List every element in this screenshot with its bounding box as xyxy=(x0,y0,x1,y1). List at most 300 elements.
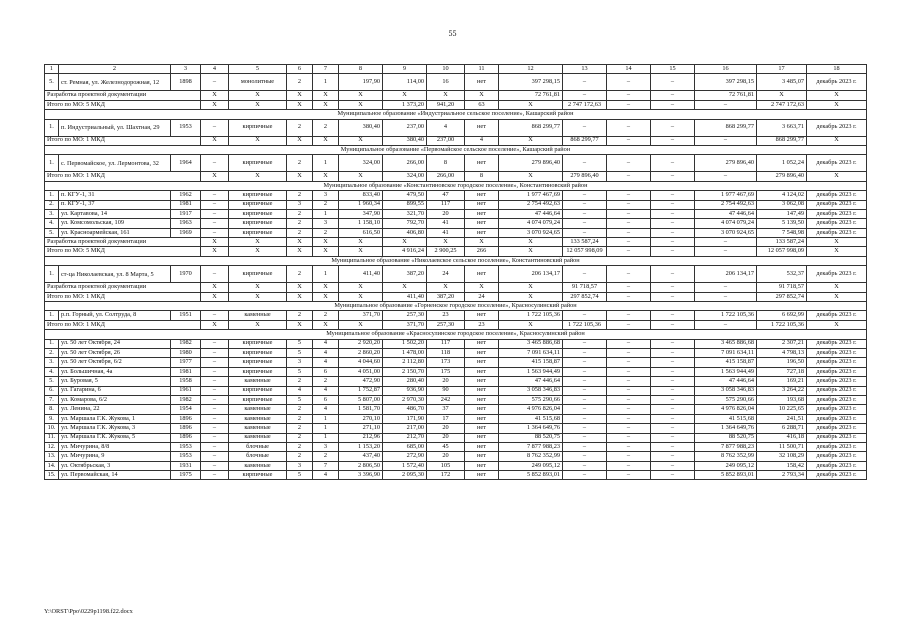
summary-cell: 23 xyxy=(465,320,499,329)
summary-cell: X xyxy=(287,238,313,247)
data-cell: 6 692,99 xyxy=(757,311,807,320)
data-cell: 416,18 xyxy=(757,433,807,442)
summary-cell: – xyxy=(607,136,651,145)
data-cell: 2 xyxy=(287,405,313,414)
data-cell: 1 052,24 xyxy=(757,155,807,172)
summary-cell: 380,40 xyxy=(383,136,427,145)
data-cell: 2 860,20 xyxy=(339,348,383,357)
data-cell: декабрь 2023 г. xyxy=(807,311,867,320)
data-cell: – xyxy=(651,266,695,283)
data-cell: нет xyxy=(465,74,499,91)
data-cell: декабрь 2023 г. xyxy=(807,395,867,404)
summary-cell: – xyxy=(651,136,695,145)
data-cell: 2 920,20 xyxy=(339,339,383,348)
summary-cell: 4 xyxy=(465,136,499,145)
data-cell: 437,40 xyxy=(339,452,383,461)
data-cell: 212,70 xyxy=(383,433,427,442)
data-cell: 1 153,20 xyxy=(339,442,383,451)
summary-cell: X xyxy=(339,136,383,145)
data-cell: нет xyxy=(465,405,499,414)
summary-cell: X xyxy=(807,136,867,145)
data-cell: 1962 xyxy=(171,191,201,200)
data-cell: 41 515,68 xyxy=(695,414,757,423)
data-cell: 5 807,00 xyxy=(339,395,383,404)
data-cell: кирпичные xyxy=(229,209,287,218)
data-cell: – xyxy=(201,414,229,423)
summary-label: Разработка проектной документации xyxy=(45,91,201,100)
summary-cell: X xyxy=(229,320,287,329)
summary-cell: X xyxy=(465,283,499,292)
summary-cell: 297 852,74 xyxy=(757,292,807,301)
data-cell: 3 264,22 xyxy=(757,386,807,395)
summary-cell: – xyxy=(695,292,757,301)
data-cell: декабрь 2023 г. xyxy=(807,219,867,228)
data-cell: нет xyxy=(465,433,499,442)
summary-cell: – xyxy=(695,283,757,292)
municipality-header-row xyxy=(45,110,867,119)
data-cell: 23 xyxy=(427,311,465,320)
data-cell: 280,40 xyxy=(383,377,427,386)
data-cell: 5. xyxy=(45,228,59,237)
data-cell: 2 307,21 xyxy=(757,339,807,348)
data-cell: 1 478,00 xyxy=(383,348,427,357)
column-number-cell: 12 xyxy=(499,65,563,74)
address-cell: ул. Ленина, 22 xyxy=(59,405,171,414)
data-cell: 7 xyxy=(313,461,339,470)
data-cell: 1931 xyxy=(171,461,201,470)
data-cell: 8 xyxy=(427,155,465,172)
data-cell: 2 793,34 xyxy=(757,471,807,480)
data-cell: – xyxy=(607,433,651,442)
data-cell: 1964 xyxy=(171,155,201,172)
data-cell: 11. xyxy=(45,433,59,442)
data-cell: 5 xyxy=(287,395,313,404)
data-cell: – xyxy=(201,433,229,442)
data-cell: 212,96 xyxy=(339,433,383,442)
data-cell: каменные xyxy=(229,405,287,414)
building-row xyxy=(45,311,867,320)
summary-cell: X xyxy=(499,100,563,109)
data-cell: 727,18 xyxy=(757,367,807,376)
data-cell: 371,70 xyxy=(339,311,383,320)
data-cell: 5 xyxy=(287,348,313,357)
data-cell: 4 976 826,04 xyxy=(499,405,563,414)
data-cell: – xyxy=(651,358,695,367)
municipality-title: Муниципальное образование «Индустриальное сельское поселение», Кашарский район xyxy=(45,110,867,119)
municipality-header-row xyxy=(45,256,867,265)
data-cell: 41 515,68 xyxy=(499,414,563,423)
data-cell: кирпичные xyxy=(229,348,287,357)
summary-cell: – xyxy=(695,172,757,181)
data-cell: декабрь 2023 г. xyxy=(807,209,867,218)
municipality-title: Муниципальное образование «Николаевское сельское поселение», Константиновский район xyxy=(45,256,867,265)
summary-cell: X xyxy=(313,247,339,256)
data-cell: декабрь 2023 г. xyxy=(807,424,867,433)
data-cell: 3 070 924,65 xyxy=(499,228,563,237)
data-cell: 249 095,12 xyxy=(499,461,563,470)
summary-cell: – xyxy=(695,136,757,145)
summary-cell: – xyxy=(651,247,695,256)
data-cell: 936,90 xyxy=(383,386,427,395)
data-cell: нет xyxy=(465,228,499,237)
data-cell: 2 xyxy=(287,119,313,136)
summary-cell: 1 722 105,36 xyxy=(563,320,607,329)
data-cell: – xyxy=(201,119,229,136)
summary-cell: 8 xyxy=(465,172,499,181)
data-cell: 415 158,87 xyxy=(499,358,563,367)
data-cell: 1969 xyxy=(171,228,201,237)
data-cell: – xyxy=(607,424,651,433)
summary-cell: 91 718,57 xyxy=(563,283,607,292)
data-cell: – xyxy=(651,348,695,357)
column-number-cell: 1 xyxy=(45,65,59,74)
data-cell: 237,00 xyxy=(383,119,427,136)
data-cell: 4 798,13 xyxy=(757,348,807,357)
data-cell: 479,50 xyxy=(383,191,427,200)
data-cell: – xyxy=(201,191,229,200)
summary-label: Итого по МО: 1 МКД xyxy=(45,320,201,329)
data-cell: 2 xyxy=(313,200,339,209)
municipality-header-row xyxy=(45,181,867,190)
column-number-cell: 14 xyxy=(607,65,651,74)
address-cell: с. Первомайское, ул. Лермонтова, 32 xyxy=(59,155,171,172)
data-cell: декабрь 2023 г. xyxy=(807,414,867,423)
data-cell: 4 051,00 xyxy=(339,367,383,376)
data-cell: монолитные xyxy=(229,74,287,91)
data-cell: 1917 xyxy=(171,209,201,218)
data-cell: 3 xyxy=(313,219,339,228)
data-cell: 8 762 352,99 xyxy=(499,452,563,461)
data-cell: 3 xyxy=(287,200,313,209)
data-cell: 4. xyxy=(45,219,59,228)
data-cell: – xyxy=(607,367,651,376)
data-cell: кирпичные xyxy=(229,228,287,237)
data-cell: нет xyxy=(465,155,499,172)
municipality-header-row xyxy=(45,145,867,154)
summary-cell: 1 722 105,36 xyxy=(757,320,807,329)
data-cell: – xyxy=(607,405,651,414)
data-cell: – xyxy=(651,405,695,414)
data-cell: 197,90 xyxy=(339,74,383,91)
summary-cell: X xyxy=(339,100,383,109)
summary-cell: X xyxy=(807,320,867,329)
summary-cell: X xyxy=(201,283,229,292)
data-cell: – xyxy=(563,386,607,395)
data-cell: 41 xyxy=(427,219,465,228)
summary-cell: X xyxy=(427,283,465,292)
data-cell: – xyxy=(607,209,651,218)
summary-cell: 279 896,40 xyxy=(757,172,807,181)
data-cell: 1 xyxy=(313,266,339,283)
data-cell: – xyxy=(607,119,651,136)
data-cell: кирпичные xyxy=(229,119,287,136)
data-cell: 1 xyxy=(313,74,339,91)
data-cell: нет xyxy=(465,377,499,386)
building-row xyxy=(45,395,867,404)
data-cell: 1 960,34 xyxy=(339,200,383,209)
data-cell: 575 290,66 xyxy=(695,395,757,404)
summary-cell: X xyxy=(313,320,339,329)
data-cell: – xyxy=(201,386,229,395)
data-cell: блочные xyxy=(229,442,287,451)
data-cell: – xyxy=(607,339,651,348)
data-cell: 5 852 893,01 xyxy=(695,471,757,480)
building-row xyxy=(45,119,867,136)
data-cell: 1981 xyxy=(171,367,201,376)
data-cell: 7. xyxy=(45,395,59,404)
data-cell: 24 xyxy=(427,266,465,283)
data-cell: каменные xyxy=(229,414,287,423)
data-cell: – xyxy=(607,219,651,228)
data-cell: 486,70 xyxy=(383,405,427,414)
column-number-cell: 6 xyxy=(287,65,313,74)
summary-cell: X xyxy=(287,283,313,292)
housing-repair-table xyxy=(44,64,867,480)
address-cell: ст-ца Николаевская, ул. 8 Марта, 5 xyxy=(59,266,171,283)
data-cell: – xyxy=(563,311,607,320)
data-cell: 2 754 492,63 xyxy=(695,200,757,209)
address-cell: ул. 50 лет Октября, 24 xyxy=(59,339,171,348)
data-cell: – xyxy=(563,405,607,414)
data-cell: нет xyxy=(465,367,499,376)
column-number-cell: 5 xyxy=(229,65,287,74)
data-cell: 347,90 xyxy=(339,209,383,218)
building-row xyxy=(45,266,867,283)
column-number-cell: 16 xyxy=(695,65,757,74)
data-cell: 1. xyxy=(45,191,59,200)
building-row xyxy=(45,414,867,423)
data-cell: 206 134,17 xyxy=(499,266,563,283)
data-cell: 6 xyxy=(313,395,339,404)
data-cell: 173 xyxy=(427,358,465,367)
data-cell: 271,10 xyxy=(339,424,383,433)
data-cell: – xyxy=(651,471,695,480)
data-cell: 3 396,90 xyxy=(339,471,383,480)
data-cell: 472,90 xyxy=(339,377,383,386)
data-cell: 2 xyxy=(287,377,313,386)
data-cell: – xyxy=(651,209,695,218)
data-cell: – xyxy=(563,200,607,209)
summary-cell: – xyxy=(607,91,651,100)
data-cell: – xyxy=(563,471,607,480)
data-cell: 7 548,98 xyxy=(757,228,807,237)
data-cell: – xyxy=(563,433,607,442)
data-cell: 1898 xyxy=(171,74,201,91)
summary-cell: X xyxy=(499,172,563,181)
data-cell: 217,00 xyxy=(383,424,427,433)
data-cell: 2 xyxy=(287,191,313,200)
summary-cell: X xyxy=(229,136,287,145)
data-cell: – xyxy=(607,471,651,480)
data-cell: 4 xyxy=(313,348,339,357)
data-cell: 2 xyxy=(287,452,313,461)
summary-cell: X xyxy=(807,100,867,109)
summary-cell: 72 761,81 xyxy=(499,91,563,100)
data-cell: 47 446,64 xyxy=(695,209,757,218)
table-body xyxy=(45,65,867,480)
data-cell: 3 058 346,83 xyxy=(499,386,563,395)
data-cell: – xyxy=(651,386,695,395)
data-cell: нет xyxy=(465,219,499,228)
summary-cell: X xyxy=(229,100,287,109)
summary-row xyxy=(45,91,867,100)
address-cell: ул. Мичурина, 9 xyxy=(59,452,171,461)
summary-cell: 266,00 xyxy=(427,172,465,181)
data-cell: 1961 xyxy=(171,386,201,395)
summary-cell: X xyxy=(229,172,287,181)
summary-cell: X xyxy=(287,292,313,301)
column-number-cell: 13 xyxy=(563,65,607,74)
data-cell: каменные xyxy=(229,433,287,442)
data-cell: декабрь 2023 г. xyxy=(807,377,867,386)
data-cell: 5 139,50 xyxy=(757,219,807,228)
data-cell: нет xyxy=(465,358,499,367)
data-cell: 2 xyxy=(287,228,313,237)
data-cell: 1958 xyxy=(171,377,201,386)
data-cell: 3 485,07 xyxy=(757,74,807,91)
data-cell: 1 xyxy=(313,424,339,433)
address-cell: п. КГУ-1, 37 xyxy=(59,200,171,209)
data-cell: 1 xyxy=(313,155,339,172)
summary-cell: 237,00 xyxy=(427,136,465,145)
data-cell: кирпичные xyxy=(229,219,287,228)
data-cell: 270,10 xyxy=(339,414,383,423)
building-row xyxy=(45,377,867,386)
page-number: 55 xyxy=(448,29,457,38)
data-cell: 5. xyxy=(45,74,59,91)
address-cell: р.п. Горный, ул. Солтруда, 8 xyxy=(59,311,171,320)
summary-cell: X xyxy=(229,292,287,301)
building-row xyxy=(45,461,867,470)
data-cell: – xyxy=(651,74,695,91)
summary-cell: 12 057 998,09 xyxy=(563,247,607,256)
data-cell: 47 xyxy=(427,191,465,200)
data-cell: – xyxy=(563,348,607,357)
data-cell: – xyxy=(607,452,651,461)
summary-label: Итого по МО: 5 МКД xyxy=(45,247,201,256)
summary-cell: – xyxy=(563,91,607,100)
address-cell: ул. Маршала Г.К. Жукова, 1 xyxy=(59,414,171,423)
municipality-title: Муниципальное образование «Первомайское сельское поселение», Кашарский район xyxy=(45,145,867,154)
data-cell: кирпичные xyxy=(229,200,287,209)
data-cell: 1. xyxy=(45,119,59,136)
data-cell: – xyxy=(201,405,229,414)
data-cell: декабрь 2023 г. xyxy=(807,358,867,367)
data-cell: 397 298,15 xyxy=(695,74,757,91)
data-cell: 1982 xyxy=(171,395,201,404)
summary-cell: 297 852,74 xyxy=(563,292,607,301)
data-cell: 241,51 xyxy=(757,414,807,423)
data-cell: – xyxy=(563,191,607,200)
data-cell: 4 074 079,24 xyxy=(695,219,757,228)
summary-row xyxy=(45,247,867,256)
data-cell: – xyxy=(607,386,651,395)
data-cell: – xyxy=(201,358,229,367)
building-row xyxy=(45,339,867,348)
data-cell: декабрь 2023 г. xyxy=(807,228,867,237)
data-cell: 2 xyxy=(313,377,339,386)
data-cell: – xyxy=(563,461,607,470)
column-number-cell: 4 xyxy=(201,65,229,74)
data-cell: 47 446,64 xyxy=(499,377,563,386)
summary-cell: X xyxy=(499,136,563,145)
summary-label: Разработка проектной документации xyxy=(45,238,201,247)
data-cell: 2 xyxy=(287,311,313,320)
data-cell: кирпичные xyxy=(229,367,287,376)
data-cell: – xyxy=(563,452,607,461)
summary-cell: X xyxy=(383,238,427,247)
data-cell: 206 134,17 xyxy=(695,266,757,283)
data-cell: нет xyxy=(465,339,499,348)
data-cell: декабрь 2023 г. xyxy=(807,191,867,200)
data-cell: 3 465 886,68 xyxy=(499,339,563,348)
summary-cell: X xyxy=(499,320,563,329)
summary-cell: 941,20 xyxy=(427,100,465,109)
data-cell: 1 563 944,49 xyxy=(695,367,757,376)
data-cell: – xyxy=(651,191,695,200)
data-cell: декабрь 2023 г. xyxy=(807,367,867,376)
data-cell: 2 xyxy=(287,219,313,228)
data-cell: – xyxy=(651,377,695,386)
data-cell: 3 xyxy=(313,191,339,200)
data-cell: – xyxy=(607,348,651,357)
summary-cell: X xyxy=(757,91,807,100)
data-cell: 117 xyxy=(427,339,465,348)
data-cell: 387,20 xyxy=(383,266,427,283)
summary-cell: X xyxy=(287,247,313,256)
building-row xyxy=(45,74,867,91)
summary-cell: X xyxy=(807,247,867,256)
column-number-cell: 7 xyxy=(313,65,339,74)
summary-cell: X xyxy=(229,283,287,292)
data-cell: 3 xyxy=(287,461,313,470)
summary-cell: – xyxy=(607,320,651,329)
data-cell: 4 044,60 xyxy=(339,358,383,367)
data-cell: – xyxy=(607,266,651,283)
address-cell: ул. Маршала Г.К. Жукова, 5 xyxy=(59,433,171,442)
summary-cell: – xyxy=(651,100,695,109)
summary-cell: X xyxy=(499,238,563,247)
address-cell: ул. Гагарина, 6 xyxy=(59,386,171,395)
address-cell: ул. Первомайская, 14 xyxy=(59,471,171,480)
data-cell: 2. xyxy=(45,348,59,357)
data-cell: 47 446,64 xyxy=(695,377,757,386)
data-cell: 1970 xyxy=(171,266,201,283)
building-row xyxy=(45,228,867,237)
data-cell: 833,40 xyxy=(339,191,383,200)
data-cell: – xyxy=(563,119,607,136)
data-cell: 3 070 924,65 xyxy=(695,228,757,237)
data-cell: 1980 xyxy=(171,348,201,357)
data-cell: 1 502,20 xyxy=(383,339,427,348)
data-cell: 15. xyxy=(45,471,59,480)
data-cell: 3 xyxy=(287,358,313,367)
summary-cell: 279 896,40 xyxy=(563,172,607,181)
data-cell: 3. xyxy=(45,358,59,367)
data-cell: декабрь 2023 г. xyxy=(807,74,867,91)
address-cell: ул. Буровая, 5 xyxy=(59,377,171,386)
summary-cell: 266 xyxy=(465,247,499,256)
data-cell: 2 xyxy=(313,228,339,237)
summary-row xyxy=(45,292,867,301)
summary-label: Разработка проектной документации xyxy=(45,283,201,292)
data-cell: – xyxy=(201,471,229,480)
summary-cell: 2 747 172,63 xyxy=(563,100,607,109)
data-cell: 532,37 xyxy=(757,266,807,283)
data-cell: – xyxy=(201,395,229,404)
summary-cell: X xyxy=(229,238,287,247)
data-cell: – xyxy=(607,200,651,209)
